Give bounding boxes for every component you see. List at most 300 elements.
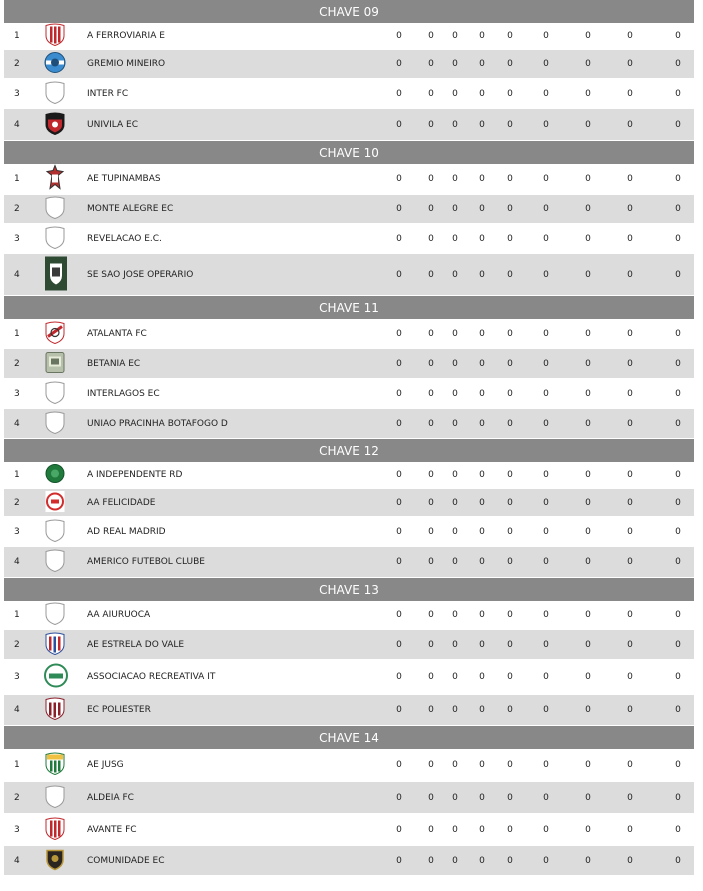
team-name[interactable]: UNIAO PRACINHA BOTAFOGO D xyxy=(87,418,228,429)
stat-cell: 0 xyxy=(452,639,458,650)
stat-cell: 0 xyxy=(585,174,591,184)
team-name[interactable]: AVANTE FC xyxy=(87,824,137,835)
stat-cell: 0 xyxy=(507,59,513,69)
stat-cell: 0 xyxy=(452,672,458,682)
stat-cell: 0 xyxy=(543,824,549,835)
stat-cell: 0 xyxy=(627,855,633,866)
stat-cell: 0 xyxy=(428,526,434,537)
table-row[interactable] xyxy=(4,846,694,876)
stat-cell: 0 xyxy=(452,705,458,715)
stat-cell: 0 xyxy=(585,119,591,130)
stat-cell: 0 xyxy=(452,119,458,130)
stat-cell: 0 xyxy=(627,557,633,567)
stat-cell: 0 xyxy=(452,88,458,99)
stat-cell: 0 xyxy=(479,672,485,682)
position-number: 2 xyxy=(14,792,20,803)
stat-cell: 0 xyxy=(452,358,458,369)
team-name[interactable]: BETANIA EC xyxy=(87,358,141,369)
position-number: 1 xyxy=(14,470,20,480)
team-name[interactable]: GREMIO MINEIRO xyxy=(87,59,166,69)
stat-cell: 0 xyxy=(507,497,513,508)
stat-cell: 0 xyxy=(452,59,458,69)
stat-cell: 0 xyxy=(428,610,434,620)
stat-cell: 0 xyxy=(675,174,681,184)
stat-cell: 0 xyxy=(585,526,591,537)
stat-cell: 0 xyxy=(479,233,485,244)
table-row[interactable] xyxy=(4,462,694,489)
stat-cell: 0 xyxy=(675,705,681,715)
table-row[interactable] xyxy=(4,489,694,517)
stat-cell: 0 xyxy=(585,470,591,480)
stat-cell: 0 xyxy=(479,497,485,508)
maroon-striped-crest-icon xyxy=(44,697,66,724)
stat-cell: 0 xyxy=(675,792,681,803)
group-header: CHAVE 13 xyxy=(4,578,694,601)
stat-cell: 0 xyxy=(543,119,549,130)
stat-cell: 0 xyxy=(675,269,681,280)
table-row[interactable] xyxy=(4,517,694,547)
stat-cell: 0 xyxy=(479,792,485,803)
stat-cell: 0 xyxy=(675,470,681,480)
stat-cell: 0 xyxy=(452,610,458,620)
stat-cell: 0 xyxy=(507,639,513,650)
team-name[interactable]: AE ESTRELA DO VALE xyxy=(87,639,185,650)
red-black-pennant-crest-icon xyxy=(44,165,66,194)
stat-cell: 0 xyxy=(585,233,591,244)
stat-cell: 0 xyxy=(428,855,434,866)
stat-cell: 0 xyxy=(396,269,402,280)
stat-cell: 0 xyxy=(675,557,681,567)
stat-cell: 0 xyxy=(428,497,434,508)
stat-cell: 0 xyxy=(479,174,485,184)
stat-cell: 0 xyxy=(479,610,485,620)
stat-cell: 0 xyxy=(428,639,434,650)
stat-cell: 0 xyxy=(543,174,549,184)
stat-cell: 0 xyxy=(479,418,485,429)
blank-shield-icon xyxy=(44,196,66,223)
team-name[interactable]: INTER FC xyxy=(87,88,129,99)
stat-cell: 0 xyxy=(675,672,681,682)
position-number: 1 xyxy=(14,31,20,41)
stat-cell: 0 xyxy=(585,269,591,280)
stat-cell: 0 xyxy=(543,233,549,244)
team-name[interactable]: A INDEPENDENTE RD xyxy=(87,470,183,480)
stat-cell: 0 xyxy=(479,824,485,835)
stat-cell: 0 xyxy=(585,855,591,866)
stat-cell: 0 xyxy=(675,88,681,99)
stat-cell: 0 xyxy=(452,824,458,835)
table-row[interactable] xyxy=(4,23,694,50)
table-row[interactable] xyxy=(4,109,694,141)
stat-cell: 0 xyxy=(585,792,591,803)
table-row[interactable] xyxy=(4,601,694,630)
stat-cell: 0 xyxy=(396,233,402,244)
team-name[interactable]: EC POLIESTER xyxy=(87,705,151,715)
stat-cell: 0 xyxy=(396,470,402,480)
position-number: 4 xyxy=(14,855,20,866)
table-row[interactable] xyxy=(4,814,694,846)
stat-cell: 0 xyxy=(675,204,681,214)
stat-cell: 0 xyxy=(507,174,513,184)
position-number: 3 xyxy=(14,233,20,244)
stat-cell: 0 xyxy=(543,557,549,567)
table-row[interactable] xyxy=(4,254,694,296)
stat-cell: 0 xyxy=(479,31,485,41)
team-name[interactable]: SE SAO JOSE OPERARIO xyxy=(87,269,194,280)
stat-cell: 0 xyxy=(543,610,549,620)
stat-cell: 0 xyxy=(585,705,591,715)
stat-cell: 0 xyxy=(627,824,633,835)
stat-cell: 0 xyxy=(507,526,513,537)
stat-cell: 0 xyxy=(396,59,402,69)
position-number: 2 xyxy=(14,59,20,69)
stat-cell: 0 xyxy=(543,760,549,770)
stat-cell: 0 xyxy=(507,233,513,244)
stat-cell: 0 xyxy=(396,328,402,339)
stat-cell: 0 xyxy=(428,174,434,184)
stat-cell: 0 xyxy=(675,233,681,244)
team-name[interactable]: REVELACAO E.C. xyxy=(87,233,162,244)
blank-shield-icon xyxy=(44,518,66,545)
team-name[interactable]: ATALANTA FC xyxy=(87,328,147,339)
stat-cell: 0 xyxy=(543,526,549,537)
stat-cell: 0 xyxy=(585,418,591,429)
stat-cell: 0 xyxy=(585,672,591,682)
stat-cell: 0 xyxy=(452,388,458,399)
stat-cell: 0 xyxy=(627,204,633,214)
red-white-striped-shield-icon xyxy=(44,23,66,50)
table-row[interactable] xyxy=(4,349,694,379)
stat-cell: 0 xyxy=(452,526,458,537)
stat-cell: 0 xyxy=(627,470,633,480)
team-name[interactable]: ALDEIA FC xyxy=(87,792,134,803)
group-header: CHAVE 12 xyxy=(4,439,694,462)
stat-cell: 0 xyxy=(543,639,549,650)
stat-cell: 0 xyxy=(428,59,434,69)
stat-cell: 0 xyxy=(585,328,591,339)
stat-cell: 0 xyxy=(627,31,633,41)
stat-cell: 0 xyxy=(507,470,513,480)
stat-cell: 0 xyxy=(428,119,434,130)
table-row[interactable] xyxy=(4,379,694,409)
stat-cell: 0 xyxy=(543,358,549,369)
team-name[interactable]: AE JUSG xyxy=(87,760,124,770)
stat-cell: 0 xyxy=(507,119,513,130)
stat-cell: 0 xyxy=(627,418,633,429)
stat-cell: 0 xyxy=(507,557,513,567)
stat-cell: 0 xyxy=(428,358,434,369)
table-row[interactable] xyxy=(4,50,694,79)
stat-cell: 0 xyxy=(507,358,513,369)
table-row[interactable] xyxy=(4,547,694,578)
stat-cell: 0 xyxy=(543,470,549,480)
stat-cell: 0 xyxy=(507,88,513,99)
green-white-striped-crest-icon xyxy=(44,752,66,779)
position-number: 4 xyxy=(14,269,20,280)
team-name[interactable]: COMUNIDADE EC xyxy=(87,855,165,866)
position-number: 3 xyxy=(14,672,20,682)
stat-cell: 0 xyxy=(396,792,402,803)
stat-cell: 0 xyxy=(479,59,485,69)
stat-cell: 0 xyxy=(428,824,434,835)
team-name[interactable]: MONTE ALEGRE EC xyxy=(87,204,174,214)
stat-cell: 0 xyxy=(627,792,633,803)
stat-cell: 0 xyxy=(428,792,434,803)
stat-cell: 0 xyxy=(627,388,633,399)
stat-cell: 0 xyxy=(543,269,549,280)
stat-cell: 0 xyxy=(543,31,549,41)
stat-cell: 0 xyxy=(396,855,402,866)
stat-cell: 0 xyxy=(396,705,402,715)
stat-cell: 0 xyxy=(479,269,485,280)
standings-table xyxy=(4,0,694,876)
stat-cell: 0 xyxy=(396,639,402,650)
stat-cell: 0 xyxy=(396,204,402,214)
stat-cell: 0 xyxy=(396,418,402,429)
stat-cell: 0 xyxy=(675,760,681,770)
stat-cell: 0 xyxy=(479,855,485,866)
stat-cell: 0 xyxy=(675,497,681,508)
table-row[interactable] xyxy=(4,164,694,195)
table-row[interactable] xyxy=(4,79,694,109)
team-name[interactable]: INTERLAGOS EC xyxy=(87,388,160,399)
stat-cell: 0 xyxy=(585,610,591,620)
stat-cell: 0 xyxy=(428,672,434,682)
stat-cell: 0 xyxy=(675,855,681,866)
stat-cell: 0 xyxy=(675,610,681,620)
stat-cell: 0 xyxy=(507,269,513,280)
stat-cell: 0 xyxy=(396,672,402,682)
group-header: CHAVE 11 xyxy=(4,296,694,319)
stat-cell: 0 xyxy=(507,824,513,835)
stat-cell: 0 xyxy=(479,470,485,480)
stat-cell: 0 xyxy=(507,705,513,715)
stat-cell: 0 xyxy=(452,328,458,339)
stat-cell: 0 xyxy=(675,358,681,369)
group-header: CHAVE 09 xyxy=(4,0,694,23)
team-name[interactable]: AA FELICIDADE xyxy=(87,497,156,508)
green-round-crest-icon xyxy=(44,463,66,488)
position-number: 1 xyxy=(14,174,20,184)
gray-green-crest-icon xyxy=(44,350,66,377)
stat-cell: 0 xyxy=(507,388,513,399)
position-number: 3 xyxy=(14,526,20,537)
red-white-striped-shield-icon xyxy=(44,816,66,843)
stat-cell: 0 xyxy=(479,526,485,537)
table-row[interactable] xyxy=(4,409,694,439)
stat-cell: 0 xyxy=(428,470,434,480)
team-name[interactable]: AMERICO FUTEBOL CLUBE xyxy=(87,557,205,567)
table-row[interactable] xyxy=(4,660,694,695)
green-banner-crest-icon xyxy=(44,255,68,294)
stat-cell: 0 xyxy=(396,119,402,130)
stat-cell: 0 xyxy=(627,358,633,369)
stat-cell: 0 xyxy=(428,269,434,280)
stat-cell: 0 xyxy=(428,705,434,715)
stat-cell: 0 xyxy=(543,328,549,339)
team-name[interactable]: UNIVILA EC xyxy=(87,119,138,130)
stat-cell: 0 xyxy=(479,557,485,567)
blue-red-striped-crest-icon xyxy=(44,631,66,658)
position-number: 4 xyxy=(14,418,20,429)
stat-cell: 0 xyxy=(543,855,549,866)
position-number: 1 xyxy=(14,610,20,620)
stat-cell: 0 xyxy=(479,328,485,339)
blank-shield-icon xyxy=(44,410,66,437)
stat-cell: 0 xyxy=(585,824,591,835)
red-black-shield-icon xyxy=(44,111,66,138)
blank-shield-icon xyxy=(44,602,66,629)
position-number: 1 xyxy=(14,760,20,770)
stat-cell: 0 xyxy=(428,88,434,99)
team-name[interactable]: ASSOCIACAO RECREATIVA IT xyxy=(87,672,216,682)
team-name[interactable]: AA AIURUOCA xyxy=(87,610,151,620)
stat-cell: 0 xyxy=(396,88,402,99)
stat-cell: 0 xyxy=(396,174,402,184)
blank-shield-icon xyxy=(44,225,66,252)
table-row[interactable] xyxy=(4,319,694,349)
stat-cell: 0 xyxy=(428,328,434,339)
stat-cell: 0 xyxy=(428,31,434,41)
stat-cell: 0 xyxy=(452,557,458,567)
stat-cell: 0 xyxy=(507,610,513,620)
stat-cell: 0 xyxy=(675,526,681,537)
stat-cell: 0 xyxy=(452,470,458,480)
stat-cell: 0 xyxy=(627,59,633,69)
stat-cell: 0 xyxy=(627,88,633,99)
stat-cell: 0 xyxy=(675,328,681,339)
stat-cell: 0 xyxy=(675,418,681,429)
stat-cell: 0 xyxy=(396,526,402,537)
stat-cell: 0 xyxy=(396,824,402,835)
stat-cell: 0 xyxy=(479,388,485,399)
stat-cell: 0 xyxy=(428,204,434,214)
stat-cell: 0 xyxy=(479,639,485,650)
stat-cell: 0 xyxy=(396,388,402,399)
stat-cell: 0 xyxy=(543,418,549,429)
table-row[interactable] xyxy=(4,695,694,726)
stat-cell: 0 xyxy=(479,204,485,214)
position-number: 1 xyxy=(14,328,20,339)
table-row[interactable] xyxy=(4,224,694,254)
stat-cell: 0 xyxy=(675,59,681,69)
stat-cell: 0 xyxy=(585,31,591,41)
position-number: 2 xyxy=(14,358,20,369)
blank-shield-icon xyxy=(44,380,66,407)
stat-cell: 0 xyxy=(507,792,513,803)
stat-cell: 0 xyxy=(543,497,549,508)
team-name[interactable]: A FERROVIARIA E xyxy=(87,31,165,41)
stat-cell: 0 xyxy=(627,526,633,537)
stat-cell: 0 xyxy=(585,59,591,69)
stat-cell: 0 xyxy=(479,88,485,99)
blank-shield-icon xyxy=(44,784,66,811)
table-row[interactable] xyxy=(4,630,694,660)
stat-cell: 0 xyxy=(396,31,402,41)
stat-cell: 0 xyxy=(585,388,591,399)
stat-cell: 0 xyxy=(507,31,513,41)
stat-cell: 0 xyxy=(675,388,681,399)
stat-cell: 0 xyxy=(428,388,434,399)
position-number: 4 xyxy=(14,119,20,130)
table-row[interactable] xyxy=(4,195,694,224)
team-name[interactable]: AE TUPINAMBAS xyxy=(87,174,161,184)
stat-cell: 0 xyxy=(507,760,513,770)
stat-cell: 0 xyxy=(675,639,681,650)
stat-cell: 0 xyxy=(507,418,513,429)
blank-shield-icon xyxy=(44,80,66,107)
stat-cell: 0 xyxy=(428,557,434,567)
stat-cell: 0 xyxy=(428,760,434,770)
stat-cell: 0 xyxy=(627,760,633,770)
stat-cell: 0 xyxy=(627,610,633,620)
stat-cell: 0 xyxy=(543,204,549,214)
position-number: 2 xyxy=(14,497,20,508)
stat-cell: 0 xyxy=(507,855,513,866)
stat-cell: 0 xyxy=(396,497,402,508)
table-row[interactable] xyxy=(4,749,694,782)
stat-cell: 0 xyxy=(428,418,434,429)
table-row[interactable] xyxy=(4,782,694,814)
stat-cell: 0 xyxy=(452,204,458,214)
team-name[interactable]: AD REAL MADRID xyxy=(87,526,166,537)
stat-cell: 0 xyxy=(543,388,549,399)
stat-cell: 0 xyxy=(543,705,549,715)
position-number: 4 xyxy=(14,705,20,715)
stat-cell: 0 xyxy=(675,824,681,835)
stat-cell: 0 xyxy=(507,672,513,682)
stat-cell: 0 xyxy=(479,119,485,130)
stat-cell: 0 xyxy=(452,855,458,866)
group-header: CHAVE 14 xyxy=(4,726,694,749)
stat-cell: 0 xyxy=(452,760,458,770)
stat-cell: 0 xyxy=(585,88,591,99)
stat-cell: 0 xyxy=(396,358,402,369)
position-number: 2 xyxy=(14,204,20,214)
stat-cell: 0 xyxy=(585,639,591,650)
green-white-crest-icon xyxy=(44,662,68,693)
position-number: 3 xyxy=(14,88,20,99)
position-number: 4 xyxy=(14,557,20,567)
stat-cell: 0 xyxy=(627,174,633,184)
stat-cell: 0 xyxy=(452,233,458,244)
stat-cell: 0 xyxy=(627,497,633,508)
stat-cell: 0 xyxy=(627,705,633,715)
stat-cell: 0 xyxy=(627,269,633,280)
stat-cell: 0 xyxy=(585,557,591,567)
stat-cell: 0 xyxy=(627,639,633,650)
stat-cell: 0 xyxy=(507,328,513,339)
stat-cell: 0 xyxy=(479,358,485,369)
stat-cell: 0 xyxy=(452,31,458,41)
stat-cell: 0 xyxy=(452,174,458,184)
stat-cell: 0 xyxy=(452,792,458,803)
stat-cell: 0 xyxy=(585,497,591,508)
stat-cell: 0 xyxy=(543,88,549,99)
blank-shield-icon xyxy=(44,549,66,576)
red-sash-crest-icon xyxy=(44,320,66,347)
position-number: 3 xyxy=(14,824,20,835)
stat-cell: 0 xyxy=(452,269,458,280)
stat-cell: 0 xyxy=(543,672,549,682)
position-number: 3 xyxy=(14,388,20,399)
blue-gremio-crest-icon xyxy=(44,51,66,78)
stat-cell: 0 xyxy=(543,792,549,803)
stat-cell: 0 xyxy=(507,204,513,214)
stat-cell: 0 xyxy=(627,328,633,339)
stat-cell: 0 xyxy=(396,557,402,567)
stat-cell: 0 xyxy=(396,760,402,770)
